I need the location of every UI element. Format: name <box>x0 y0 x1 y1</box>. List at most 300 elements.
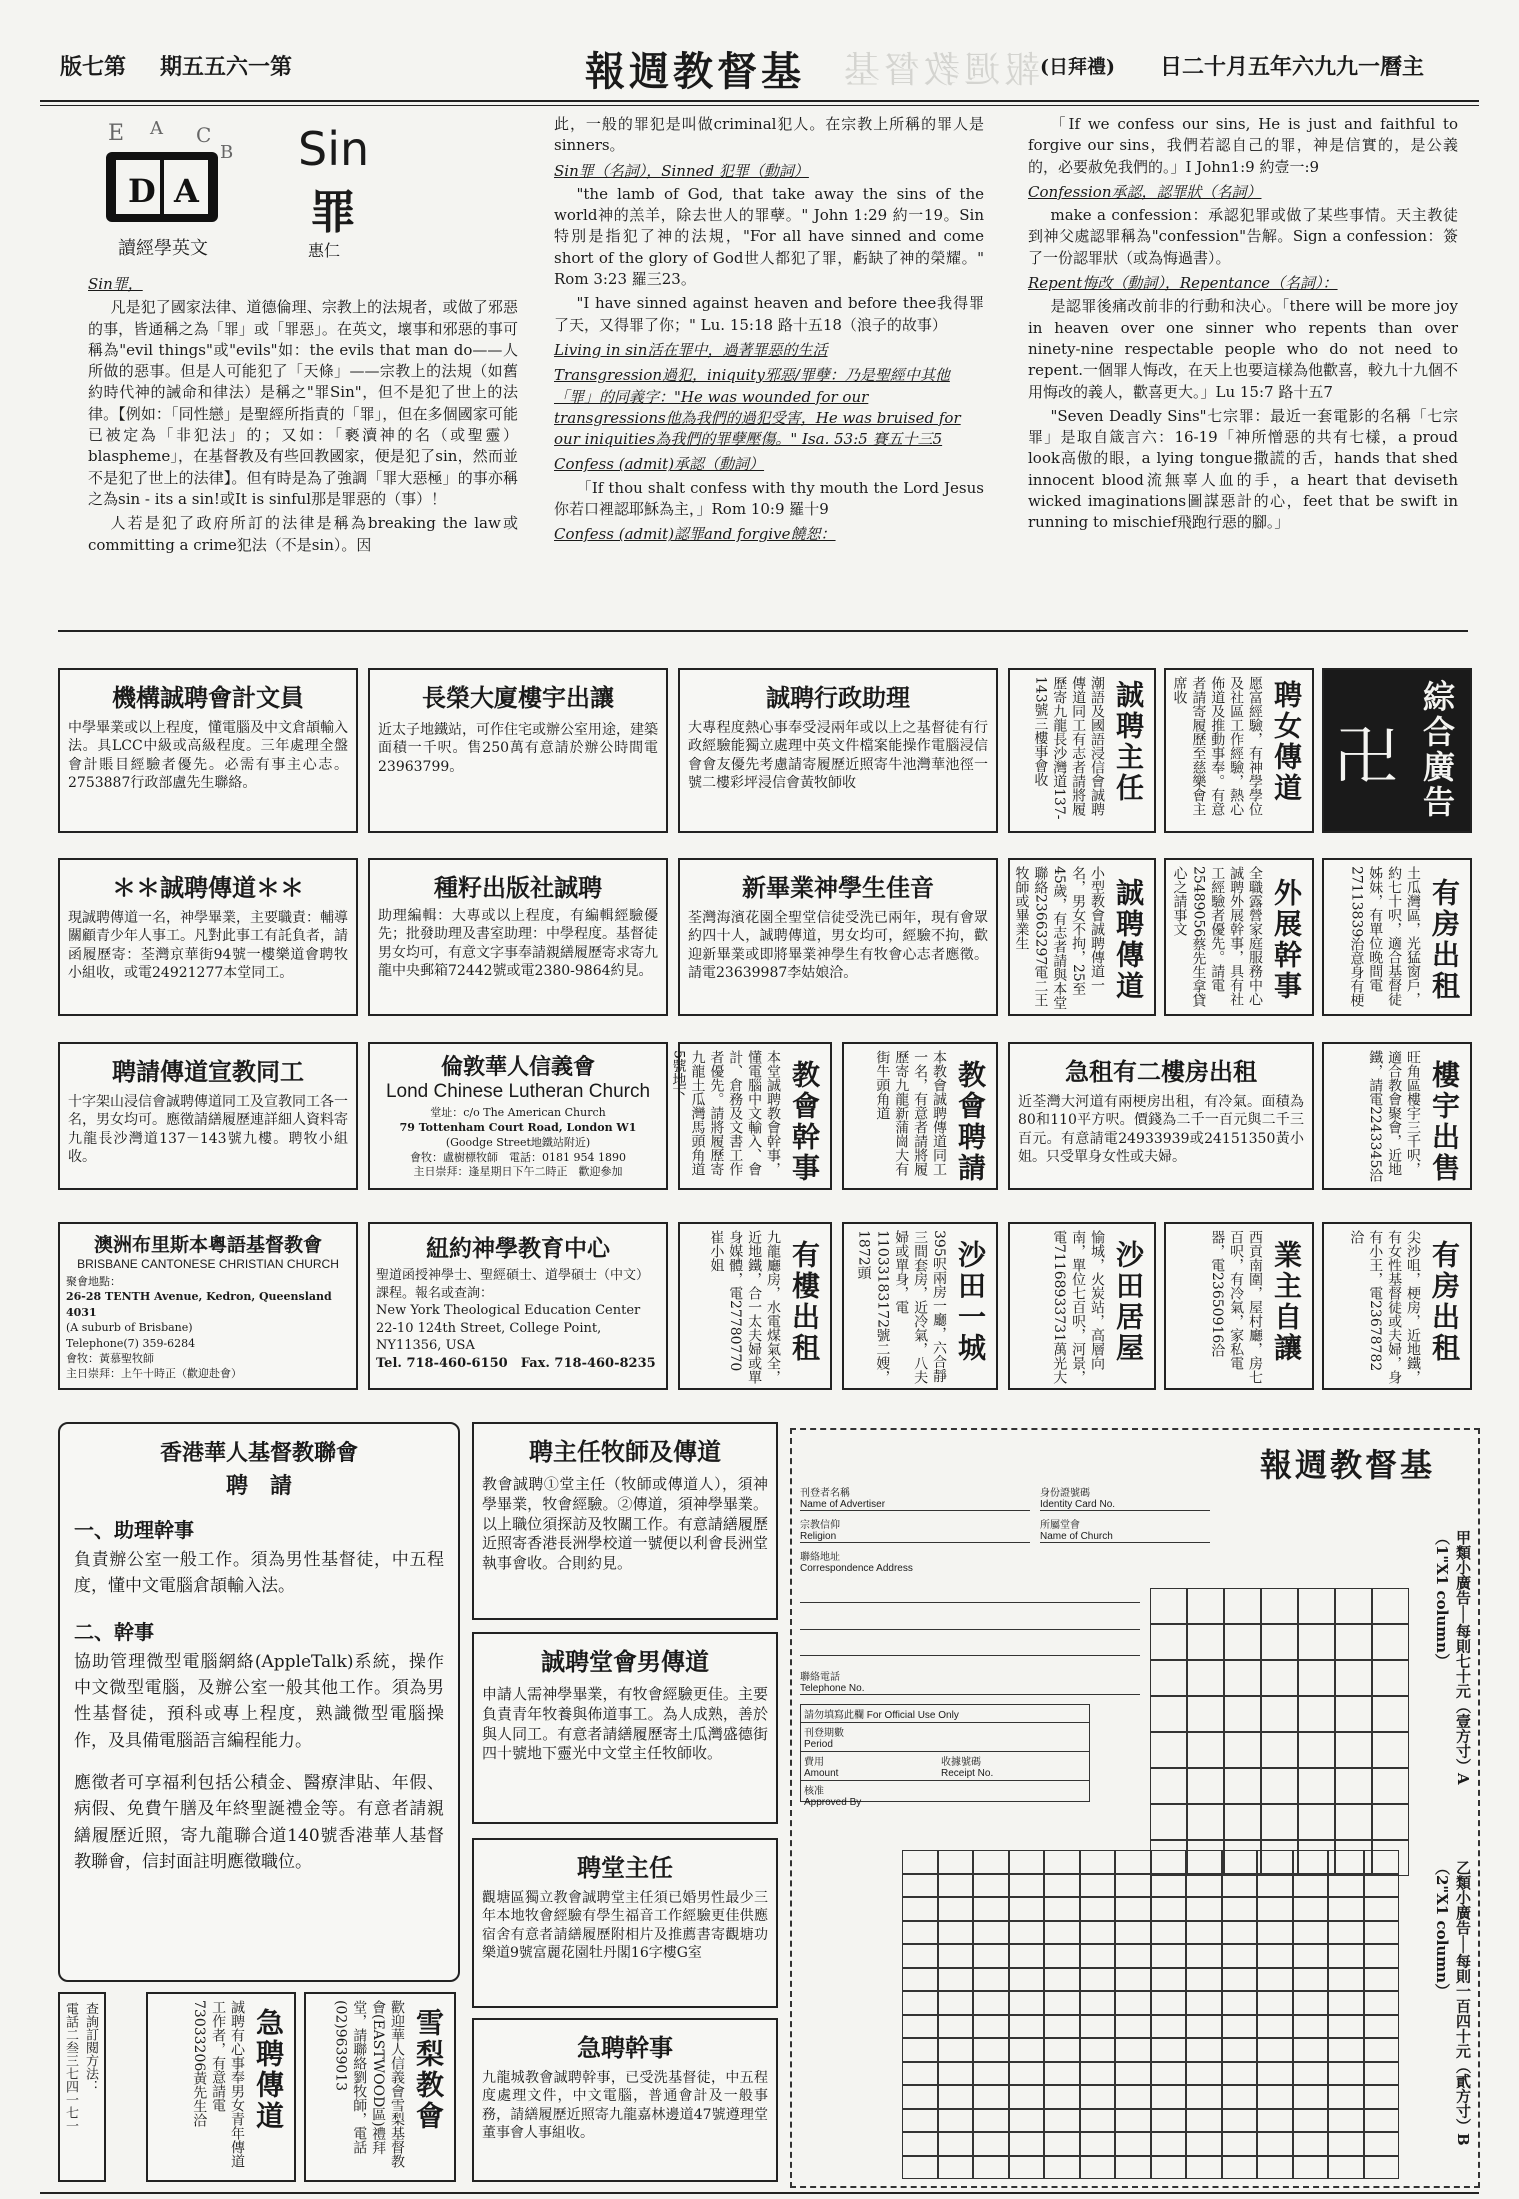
grid-cell[interactable] <box>973 2156 1009 2180</box>
grid-cell[interactable] <box>1044 1944 1080 1968</box>
grid-cell[interactable] <box>902 2156 938 2180</box>
ad-subtitle: 聘 請 <box>225 1473 292 1499</box>
grid-cell[interactable] <box>1293 2109 1329 2133</box>
svg-text:A: A <box>150 118 163 139</box>
grid-cell[interactable] <box>1222 2038 1258 2062</box>
grid-cell[interactable] <box>1115 1991 1151 2015</box>
grid-cell[interactable] <box>1222 1921 1258 1945</box>
grid-cell[interactable] <box>1009 1850 1045 1874</box>
grid-cell[interactable] <box>1222 2156 1258 2180</box>
grid-cell[interactable] <box>1293 2085 1329 2109</box>
grid-cell[interactable] <box>1151 2015 1187 2039</box>
grid-cell[interactable] <box>1186 2156 1222 2180</box>
grid-cell[interactable] <box>1257 2062 1293 2086</box>
grid-cell[interactable] <box>1080 2015 1116 2039</box>
grid-cell[interactable] <box>1186 2085 1222 2109</box>
ad-body: 十字架山浸信會誠聘傳道同工及宣教同工各一名，男女均可。應徵請繕履歷連詳細人資料寄九龍長沙灣道137－143號九樓。聘牧小組收。 <box>68 1094 348 1166</box>
grid-cell[interactable] <box>1151 2062 1187 2086</box>
advertiser-name-field[interactable] <box>800 1480 1030 1510</box>
grid-cell[interactable] <box>938 1874 974 1898</box>
grid-cell[interactable] <box>902 1921 938 1945</box>
grid-cell[interactable] <box>1151 1850 1187 1874</box>
grid-cell[interactable] <box>1298 1804 1335 1840</box>
grid-cell[interactable] <box>938 1968 974 1992</box>
ad-title: 誠聘堂會男傳道 <box>541 1647 709 1676</box>
service-time: 主日崇拜：上午十時正（歡迎赴會） <box>66 1367 242 1381</box>
grid-cell[interactable] <box>1372 1804 1409 1840</box>
grid-cell[interactable] <box>1257 2132 1293 2156</box>
grid-cell[interactable] <box>1335 1588 1372 1624</box>
grid-cell[interactable] <box>1222 2109 1258 2133</box>
grid-cell[interactable] <box>1293 1874 1329 1898</box>
grid-cell[interactable] <box>1115 2132 1151 2156</box>
grid-cell[interactable] <box>938 2015 974 2039</box>
grid-cell[interactable] <box>1372 1696 1409 1732</box>
grid-type-b[interactable] <box>902 1850 1399 2179</box>
grid-cell[interactable] <box>1187 1768 1224 1804</box>
grid-cell[interactable] <box>1080 2038 1116 2062</box>
grid-cell[interactable] <box>1187 1696 1224 1732</box>
grid-cell[interactable] <box>1224 1804 1261 1840</box>
ad-title: 澳洲布里斯本粵語基督教會 <box>93 1234 322 1256</box>
grid-cell[interactable] <box>938 2085 974 2109</box>
grid-cell[interactable] <box>1222 2085 1258 2109</box>
grid-cell[interactable] <box>973 1968 1009 1992</box>
grid-cell[interactable] <box>1222 1991 1258 2015</box>
grid-cell[interactable] <box>1222 1944 1258 1968</box>
ad-body: 395呎兩房一廳，六合靜三間套房，近冷氣，八夫婦或單身，電11033183172號二嫂，1872頭 <box>855 1230 947 1384</box>
grid-cell[interactable] <box>973 2132 1009 2156</box>
grid-cell[interactable] <box>1364 1944 1400 1968</box>
grid-cell[interactable] <box>1328 1921 1364 1945</box>
grid-cell[interactable] <box>973 1874 1009 1898</box>
grid-cell[interactable] <box>1150 1696 1187 1732</box>
grid-cell[interactable] <box>1009 1921 1045 1945</box>
grid-cell[interactable] <box>1150 1732 1187 1768</box>
grid-cell[interactable] <box>1151 1897 1187 1921</box>
grid-cell[interactable] <box>1261 1768 1298 1804</box>
grid-cell[interactable] <box>1364 2062 1400 2086</box>
grid-cell[interactable] <box>1150 1768 1187 1804</box>
grid-cell[interactable] <box>1009 1991 1045 2015</box>
grid-cell[interactable] <box>1115 1850 1151 1874</box>
grid-cell[interactable] <box>1009 2015 1045 2039</box>
grid-cell[interactable] <box>1298 1768 1335 1804</box>
grid-cell[interactable] <box>1186 1897 1222 1921</box>
grid-cell[interactable] <box>1080 2132 1116 2156</box>
grid-cell[interactable] <box>1293 1991 1329 2015</box>
grid-cell[interactable] <box>1224 1588 1261 1624</box>
religion-field[interactable] <box>800 1512 1030 1542</box>
religion-label: 宗教信仰 <box>800 1520 840 1531</box>
grid-cell[interactable] <box>1328 1850 1364 1874</box>
grid-cell[interactable] <box>1009 2132 1045 2156</box>
grid-cell[interactable] <box>938 2062 974 2086</box>
grid-cell[interactable] <box>1151 1921 1187 1945</box>
grid-cell[interactable] <box>1298 1696 1335 1732</box>
grid-cell[interactable] <box>1186 2015 1222 2039</box>
grid-cell[interactable] <box>1186 2062 1222 2086</box>
grid-cell[interactable] <box>1044 2109 1080 2133</box>
grid-cell[interactable] <box>1364 1897 1400 1921</box>
grid-cell[interactable] <box>1186 1991 1222 2015</box>
ad-title: 倫敦華人信義會 <box>440 1054 595 1080</box>
amount-label-en: Amount <box>804 1768 839 1779</box>
grid-cell[interactable] <box>1151 2132 1187 2156</box>
grid-cell[interactable] <box>1364 2156 1400 2180</box>
grid-cell[interactable] <box>1151 1991 1187 2015</box>
grid-cell[interactable] <box>1044 1897 1080 1921</box>
grid-cell[interactable] <box>1335 1732 1372 1768</box>
grid-cell[interactable] <box>902 2109 938 2133</box>
grid-cell[interactable] <box>1080 1874 1116 1898</box>
article-paragraph: "I have sinned against heaven and before thee我得罪了天，又得罪了你；" Lu. 15:18 路十五18（浪子的故事） <box>554 294 984 334</box>
grid-cell[interactable] <box>1151 2038 1187 2062</box>
grid-cell[interactable] <box>1222 1968 1258 1992</box>
grid-cell[interactable] <box>938 2109 974 2133</box>
grid-cell[interactable] <box>1044 2038 1080 2062</box>
grid-cell[interactable] <box>1261 1804 1298 1840</box>
grid-cell[interactable] <box>1186 1921 1222 1945</box>
grid-cell[interactable] <box>1222 1874 1258 1898</box>
address-label: 聯絡地址 <box>800 1552 840 1563</box>
grid-cell[interactable] <box>1187 1804 1224 1840</box>
grid-cell[interactable] <box>1257 1850 1293 1874</box>
paper-name: 報週教督基 <box>585 48 805 95</box>
grid-cell[interactable] <box>1335 1804 1372 1840</box>
grid-cell[interactable] <box>1044 2132 1080 2156</box>
grid-cell[interactable] <box>938 2038 974 2062</box>
grid-cell[interactable] <box>902 1874 938 1898</box>
grid-cell[interactable] <box>1364 2132 1400 2156</box>
grid-cell[interactable] <box>1009 1874 1045 1898</box>
grid-cell[interactable] <box>938 1921 974 1945</box>
grid-cell[interactable] <box>1044 2062 1080 2086</box>
grid-cell[interactable] <box>1328 2109 1364 2133</box>
grid-cell[interactable] <box>1293 1850 1329 1874</box>
grid-cell[interactable] <box>1115 1968 1151 1992</box>
grid-cell[interactable] <box>1222 2062 1258 2086</box>
grid-cell[interactable] <box>1044 1874 1080 1898</box>
ad-title: 教會幹事 <box>788 1060 821 1184</box>
ad-church-director <box>472 1838 778 2008</box>
grid-cell[interactable] <box>1080 2109 1116 2133</box>
grid-cell[interactable] <box>1080 2062 1116 2086</box>
svg-text:A: A <box>174 172 199 210</box>
grid-cell[interactable] <box>1151 2109 1187 2133</box>
grid-cell[interactable] <box>1187 1624 1224 1660</box>
grid-cell[interactable] <box>1372 1624 1409 1660</box>
grid-cell[interactable] <box>1257 1944 1293 1968</box>
grid-cell[interactable] <box>1009 1968 1045 1992</box>
grid-cell[interactable] <box>1261 1696 1298 1732</box>
grid-cell[interactable] <box>1224 1732 1261 1768</box>
grid-cell[interactable] <box>1009 2038 1045 2062</box>
grid-cell[interactable] <box>1115 2038 1151 2062</box>
grid-cell[interactable] <box>1328 2015 1364 2039</box>
author: 惠仁 <box>308 241 341 260</box>
grid-cell[interactable] <box>1115 2085 1151 2109</box>
grid-cell[interactable] <box>1044 1921 1080 1945</box>
grid-cell[interactable] <box>1115 1921 1151 1945</box>
grid-cell[interactable] <box>1080 1921 1116 1945</box>
grid-cell[interactable] <box>973 1921 1009 1945</box>
grid-cell[interactable] <box>1293 2015 1329 2039</box>
grid-cell[interactable] <box>1009 1944 1045 1968</box>
grid-cell[interactable] <box>1372 1660 1409 1696</box>
grid-cell[interactable] <box>1257 1921 1293 1945</box>
grid-cell[interactable] <box>1261 1732 1298 1768</box>
grid-cell[interactable] <box>1293 2038 1329 2062</box>
grid-cell[interactable] <box>1044 1991 1080 2015</box>
grid-cell[interactable] <box>1257 2156 1293 2180</box>
grid-cell[interactable] <box>1293 2132 1329 2156</box>
ad-male-preacher <box>472 1632 778 1824</box>
grid-cell[interactable] <box>1044 1850 1080 1874</box>
grid-cell[interactable] <box>1293 1897 1329 1921</box>
grid-cell[interactable] <box>1293 1968 1329 1992</box>
grid-cell[interactable] <box>973 2038 1009 2062</box>
grid-cell[interactable] <box>1115 1897 1151 1921</box>
grid-cell[interactable] <box>1372 1732 1409 1768</box>
address-line-2: 79 Tottenham Court Road, London W1 <box>399 1120 637 1134</box>
section-2-body: 協助管理微型電腦網絡(AppleTalk)系統，操作中文微型電腦，及辦公室一般其他工作。須為男性基督徒，預科或專上程度，熟識微型電腦操作，及具備電腦語言編程能力。 <box>74 1651 444 1751</box>
ad-body: 現誠聘傳道一名，神學畢業，主要職責：輔導關顧青少年人事工。凡對此事工有託負者，請函履歷寄：荃灣京華街94號一樓樂道會聘牧小組收，或電24921277本堂同工。 <box>68 910 348 982</box>
grid-cell[interactable] <box>1151 1944 1187 1968</box>
grid-cell[interactable] <box>1224 1660 1261 1696</box>
grid-cell[interactable] <box>1335 1624 1372 1660</box>
phone-label-en: Telephone No. <box>800 1683 865 1694</box>
grid-cell[interactable] <box>1328 2156 1364 2180</box>
grid-cell[interactable] <box>1009 2085 1045 2109</box>
issue-number: 期五五六一第 <box>160 54 293 80</box>
phone-field[interactable] <box>800 1664 1140 1694</box>
grid-cell[interactable] <box>1328 2062 1364 2086</box>
grid-cell[interactable] <box>1328 1991 1364 2015</box>
grid-cell[interactable] <box>1151 2156 1187 2180</box>
grid-cell[interactable] <box>1364 2085 1400 2109</box>
grid-cell[interactable] <box>1328 1897 1364 1921</box>
grid-cell[interactable] <box>1080 1850 1116 1874</box>
article-subheading: Sin罪（名詞），Sinned 犯罪（動詞） <box>554 161 809 180</box>
grid-cell[interactable] <box>1328 2038 1364 2062</box>
grid-cell[interactable] <box>1150 1588 1187 1624</box>
grid-cell[interactable] <box>1009 2062 1045 2086</box>
grid-cell[interactable] <box>1187 1660 1224 1696</box>
grid-cell[interactable] <box>973 2085 1009 2109</box>
section-1-heading: 一、助理幹事 <box>74 1518 194 1542</box>
grid-cell[interactable] <box>1328 1944 1364 1968</box>
grid-cell[interactable] <box>1186 2132 1222 2156</box>
grid-cell[interactable] <box>1257 2038 1293 2062</box>
grid-cell[interactable] <box>1261 1624 1298 1660</box>
ad-missionary <box>58 1042 358 1190</box>
grid-type-a[interactable] <box>1150 1588 1409 1876</box>
grid-cell[interactable] <box>1150 1624 1187 1660</box>
grid-cell[interactable] <box>1257 2109 1293 2133</box>
grid-cell[interactable] <box>1328 2085 1364 2109</box>
ad-owner-sell <box>1164 1222 1314 1390</box>
grid-cell[interactable] <box>902 1991 938 2015</box>
grid-cell[interactable] <box>902 1968 938 1992</box>
id-card-field[interactable] <box>1040 1480 1210 1510</box>
grid-cell[interactable] <box>1080 2085 1116 2109</box>
grid-cell[interactable] <box>1009 2156 1045 2180</box>
article-paragraph: 是認罪後痛改前非的行動和決心。「there will be more joy in heaven over one sinner who repents than over ninety-nine respectable people who do not need to repent.一個罪人悔改，在天上也要這樣為他歡喜，較九十九個不用悔改的義人，歡喜更大。」Lu 15:7 路十五7 <box>1028 297 1458 401</box>
grid-cell[interactable] <box>1224 1768 1261 1804</box>
grid-cell[interactable] <box>1224 1624 1261 1660</box>
masthead-rule-thin <box>40 105 1479 106</box>
article-paragraph: 凡是犯了國家法律、道德倫理、宗教上的法規者，或做了邪惡的事，皆通稱之為「罪」或「罪惡」。在英文，壞事和邪惡的事可稱為"evil things"或"evils"如：the evils that man do——人所做的惡事。但是人可能犯了「天條」——宗教上的法規（如舊約時代神的誡命和律法）是稱之"罪Sin"，但不是犯了世上的法律。【例如：「同性戀」是聖經所指責的「罪」，但在多個國家可能已被定為「非犯法」的；又如：「褻瀆神的名（或聖靈）blaspheme」，在基督教及有些回教國家，便是犯了sin，然而並不是犯了世上的法律】。但有時是為了強調「罪大惡極」的事亦稱之為sin - its a sin!或It is sinful那是罪惡的（事）！ <box>88 298 518 508</box>
grid-cell[interactable] <box>1151 1874 1187 1898</box>
page-number: 版七第 <box>60 54 127 80</box>
grid-cell[interactable] <box>973 1944 1009 1968</box>
grid-cell[interactable] <box>1298 1732 1335 1768</box>
grid-cell[interactable] <box>1186 1850 1222 1874</box>
ad-vertical-preacher <box>1008 858 1156 1016</box>
grid-cell[interactable] <box>902 2015 938 2039</box>
grid-cell[interactable] <box>1328 1968 1364 1992</box>
classified-logo-icon: 卍 <box>1334 721 1398 795</box>
ad-body: 近荃灣大河道有兩梗房出租，有冷氣。面積為80和110平方呎。價錢為二千一百元與二千三百元。有意請電24933939或24151350黃小姐。只受單身女性或夫婦。 <box>1018 1094 1304 1166</box>
grid-cell[interactable] <box>938 2132 974 2156</box>
grid-cell[interactable] <box>1187 1732 1224 1768</box>
church-field[interactable] <box>1040 1512 1210 1542</box>
grid-cell[interactable] <box>1186 1874 1222 1898</box>
grid-cell[interactable] <box>1080 1897 1116 1921</box>
grid-cell[interactable] <box>1187 1588 1224 1624</box>
grid-cell[interactable] <box>973 1991 1009 2015</box>
grid-cell[interactable] <box>902 2038 938 2062</box>
grid-cell[interactable] <box>1115 2015 1151 2039</box>
address-field[interactable] <box>800 1576 1140 1656</box>
grid-cell[interactable] <box>1257 1968 1293 1992</box>
ad-title: 聘堂主任 <box>577 1853 673 1882</box>
grid-cell[interactable] <box>1151 2085 1187 2109</box>
grid-cell[interactable] <box>973 1850 1009 1874</box>
telephone: Tel. 718-460-6150 Fax. 718-460-8235 <box>376 1355 656 1371</box>
grid-cell[interactable] <box>1115 1874 1151 1898</box>
grid-cell[interactable] <box>1261 1660 1298 1696</box>
grid-cell[interactable] <box>938 1944 974 1968</box>
grid-cell[interactable] <box>1364 2109 1400 2133</box>
grid-cell[interactable] <box>902 1897 938 1921</box>
grid-cell[interactable] <box>1328 1874 1364 1898</box>
grid-cell[interactable] <box>1257 1991 1293 2015</box>
grid-cell[interactable] <box>902 2062 938 2086</box>
grid-cell[interactable] <box>1115 2062 1151 2086</box>
amount-label: 費用 <box>804 1757 824 1768</box>
grid-cell[interactable] <box>1222 2132 1258 2156</box>
grid-cell[interactable] <box>1364 1850 1400 1874</box>
grid-cell[interactable] <box>1364 1968 1400 1992</box>
grid-cell[interactable] <box>1257 1874 1293 1898</box>
grid-cell[interactable] <box>1298 1588 1335 1624</box>
grid-cell[interactable] <box>1222 1850 1258 1874</box>
grid-cell[interactable] <box>938 2156 974 2180</box>
grid-cell[interactable] <box>1009 2109 1045 2133</box>
grid-cell[interactable] <box>1298 1660 1335 1696</box>
grid-cell[interactable] <box>1044 2085 1080 2109</box>
address-line-2: 22-10 124th Street, College Point, <box>376 1320 602 1336</box>
grid-cell[interactable] <box>1080 1944 1116 1968</box>
grid-cell[interactable] <box>1261 1588 1298 1624</box>
grid-cell[interactable] <box>1335 1660 1372 1696</box>
grid-cell[interactable] <box>1150 1804 1187 1840</box>
article-paragraph: 人若是犯了政府所訂的法律是稱為breaking the law或committing a crime犯法（不是sin）。因 <box>88 514 518 554</box>
grid-cell[interactable] <box>1293 1944 1329 1968</box>
grid-cell[interactable] <box>1080 1968 1116 1992</box>
grid-cell[interactable] <box>1293 2156 1329 2180</box>
grid-cell[interactable] <box>973 2109 1009 2133</box>
grid-cell[interactable] <box>938 1850 974 1874</box>
grid-cell[interactable] <box>1257 2085 1293 2109</box>
advertiser-name-label-en: Name of Advertiser <box>800 1499 886 1510</box>
footer-rule <box>40 2192 1479 2194</box>
grid-cell[interactable] <box>902 2085 938 2109</box>
grid-cell[interactable] <box>1298 1624 1335 1660</box>
grid-cell[interactable] <box>1044 2015 1080 2039</box>
grid-cell[interactable] <box>902 1850 938 1874</box>
ad-title: 業主自讓 <box>1270 1240 1303 1364</box>
grid-cell[interactable] <box>1009 1897 1045 1921</box>
grid-cell[interactable] <box>973 1897 1009 1921</box>
grid-cell[interactable] <box>902 2132 938 2156</box>
grid-cell[interactable] <box>1293 1921 1329 1945</box>
grid-cell[interactable] <box>1372 1588 1409 1624</box>
grid-cell[interactable] <box>1150 1660 1187 1696</box>
grid-cell[interactable] <box>1080 2156 1116 2180</box>
ad-urgent-preacher <box>146 1992 296 2182</box>
ad-female-preacher <box>1164 668 1314 833</box>
grid-cell[interactable] <box>1293 2062 1329 2086</box>
grid-cell[interactable] <box>1335 1768 1372 1804</box>
grid-cell[interactable] <box>1364 2038 1400 2062</box>
grid-cell[interactable] <box>1257 2015 1293 2039</box>
classified-title: 綜合廣告 <box>1418 680 1456 820</box>
grid-cell[interactable] <box>938 1991 974 2015</box>
grid-cell[interactable] <box>1364 1991 1400 2015</box>
grid-cell[interactable] <box>1186 2109 1222 2133</box>
grid-cell[interactable] <box>1335 1696 1372 1732</box>
grid-cell[interactable] <box>1186 1968 1222 1992</box>
ad-sydney-church <box>304 1992 456 2182</box>
grid-cell[interactable] <box>1151 1968 1187 1992</box>
form-paper-name: 報週教督基 <box>1260 1446 1436 1484</box>
grid-cell[interactable] <box>938 1897 974 1921</box>
grid-cell[interactable] <box>1044 1968 1080 1992</box>
grid-cell[interactable] <box>1257 1897 1293 1921</box>
grid-cell[interactable] <box>1115 1944 1151 1968</box>
grid-cell[interactable] <box>1222 1897 1258 1921</box>
grid-cell[interactable] <box>1364 2015 1400 2039</box>
grid-cell[interactable] <box>1328 2132 1364 2156</box>
grid-cell[interactable] <box>973 2015 1009 2039</box>
grid-cell[interactable] <box>1372 1768 1409 1804</box>
grid-cell[interactable] <box>1224 1696 1261 1732</box>
grid-cell[interactable] <box>1115 2156 1151 2180</box>
grid-cell[interactable] <box>1222 2015 1258 2039</box>
grid-cell[interactable] <box>1080 1991 1116 2015</box>
grid-cell[interactable] <box>1044 2156 1080 2180</box>
grid-cell[interactable] <box>973 2062 1009 2086</box>
grid-cell[interactable] <box>1186 2038 1222 2062</box>
grid-cell[interactable] <box>1364 1874 1400 1898</box>
grid-cell[interactable] <box>1364 1921 1400 1945</box>
grid-cell[interactable] <box>1115 2109 1151 2133</box>
grid-cell[interactable] <box>1186 1944 1222 1968</box>
grid-cell[interactable] <box>902 1944 938 1968</box>
